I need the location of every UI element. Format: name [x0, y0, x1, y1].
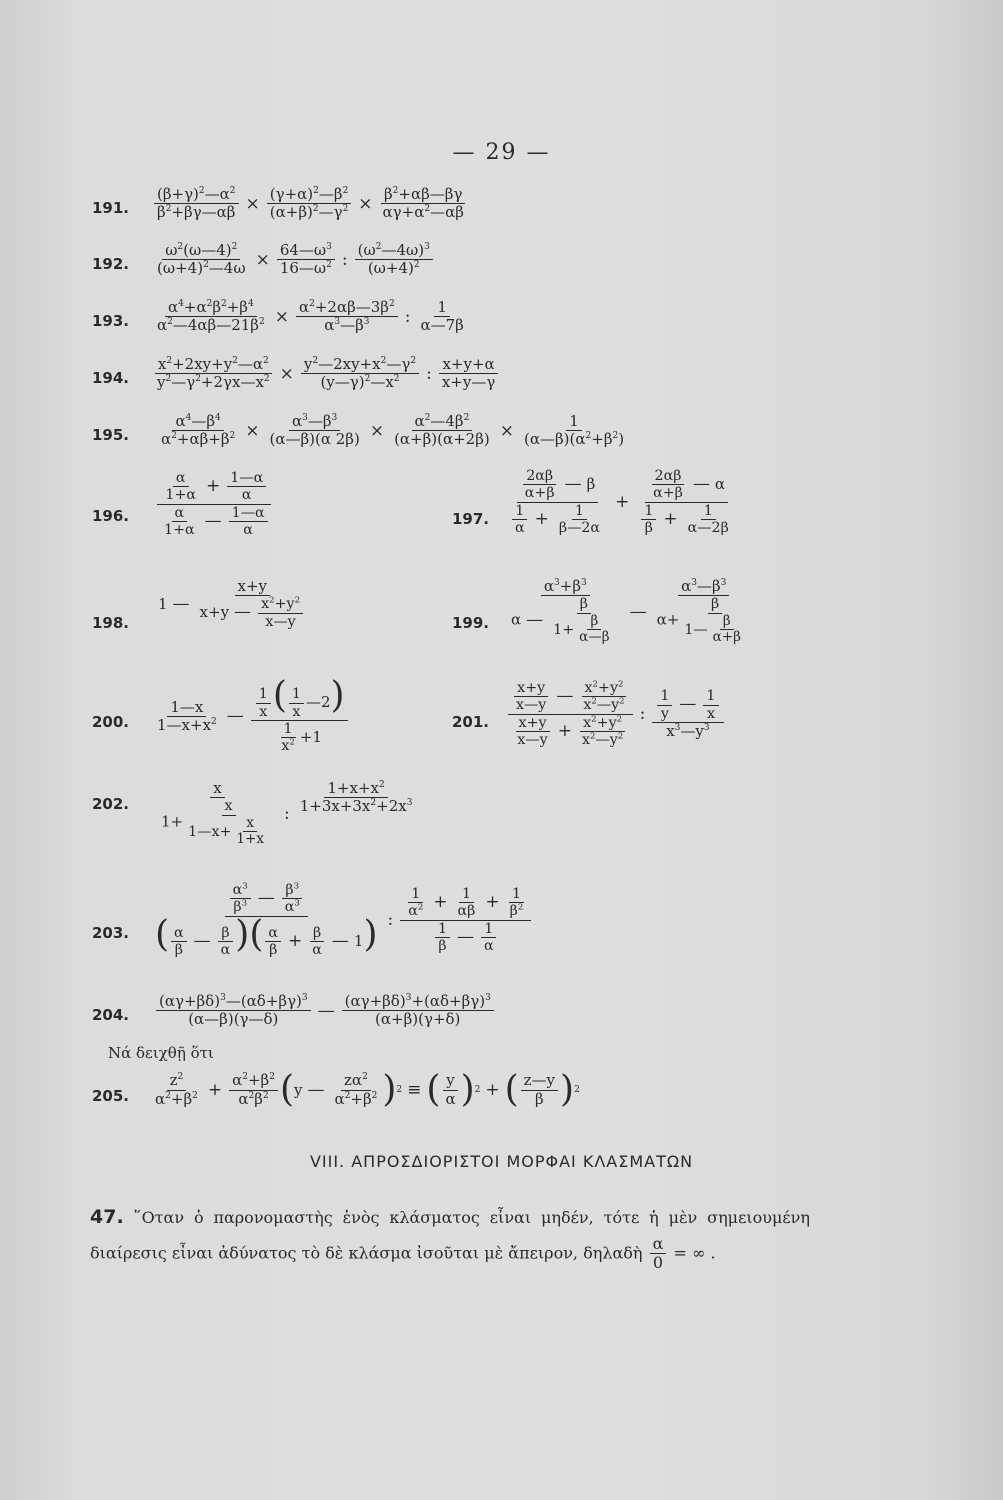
expression-199: $\alpha^3+\beta^3$ α — β 1+ $\frac{\beta}{\alpha—\beta}$ — $\alpha^3—\beta^3$ α+ β 1— $\frac{\beta}{\alpha+\beta}$ — [511, 577, 741, 646]
expression-195: $\frac{\alpha^4—\beta^4}{\alpha^2+\alpha\beta+\beta^2}$ × $\frac{\alpha^3—\beta^3}{(\alpha—\beta)(\alpha 2\beta)}$ × $\frac{\alpha^2—4\beta^2}{(\alpha+\beta)(\alpha+2\beta)}$ × $\frac{1}{(\alpha—\beta)(\alpha^2+\beta^2)}$ — [161, 412, 625, 449]
expression-201: $\frac{x+y}{x—y}$ — $\frac{x^2+y^2}{x^2—y^2}$ $\frac{x+y}{x—y}$ + $\frac{x^2+y^2}{x^2—y^2}$ : $\frac{1}{y}$ — $\frac{1}{x}$ $x^3—y^3$ — [506, 680, 726, 749]
expression-191: $\frac{(\beta+\gamma)^2—\alpha^2}{\beta^2+\beta\gamma—\alpha\beta}$ × $\frac{(\gamma+\alpha)^2—\beta^2}{(\alpha+\beta)^2—\gamma^2}$ × $\frac{\beta^2+\alpha\beta—\beta\gamma}{\alpha\gamma+\alpha^2—\alpha\beta}$ — [152, 186, 469, 222]
exercise-number: 199. — [452, 614, 490, 632]
paragraph-47 — [90, 1200, 810, 1273]
expression-203: $\frac{\alpha^3}{\beta^3}$ — $\frac{\beta^3}{\alpha^3}$ ( $\frac{\alpha}{\beta}$ — $\frac{\beta}{\alpha}$ )( $\frac{\alpha}{\beta}$ + $\frac{\beta}{\alpha}$ — 1) : $\frac{1}{\alpha^2}$ + $\frac{1}{\alpha\beta}$ + $\frac{1}{\beta^2}$ $\frac{1}{\beta}$ — $\frac{1}{\alpha}$ — [150, 882, 533, 959]
alpha-over-zero: $\frac{\alpha}{0}$ — [650, 1235, 667, 1273]
exercise-number: 198. — [92, 614, 130, 632]
paragraph-text: ῞Οταν ὁ παρονομαστὴς ἑνὸς κλάσματος εἶναι μηδέν, τότε ἡ μὲν σημειουμένη διαίρεσις εἶναι ἀδύνατος τὸ δὲ κλάσμα ἰσοῦται μὲ ἄπειρον, δηλαδὴ — [90, 1208, 810, 1263]
exercise-number: 195. — [92, 426, 130, 444]
expression-198: 1 — x+y x+y — $\frac{x^2+y^2}{x—y}$ — [158, 578, 310, 630]
section-heading: VIII. ΑΠΡΟΣΔΙΟΡΙΣΤΟΙ ΜΟΡΦΑΙ ΚΛΑΣΜΑΤΩΝ — [309, 1152, 694, 1171]
expression-200: $\frac{1—x}{1—x+x^2}$ — $\frac{1}{x}$ ( $\frac{1}{x}$ —2) $\frac{1}{x^2}$ +1 — [152, 678, 350, 755]
page-number: — 29 — — [452, 140, 551, 165]
exercise-number: 197. — [452, 510, 490, 528]
exercise-number: 196. — [92, 507, 130, 525]
exercise-number: 191. — [92, 199, 130, 217]
expression-193: $\frac{\alpha^4+\alpha^2\beta^2+\beta^4}{\alpha^2—4\alpha\beta—21\beta^2}$ × $\frac{\alpha^2+2\alpha\beta—3\beta^2}{\alpha^3—\beta^3}$ : $\frac{1}{\alpha—7\beta}$ — [157, 298, 464, 335]
expression-204: $\frac{(\alpha\gamma+\beta\delta)^3—(\alpha\delta+\beta\gamma)^3}{(\alpha—\beta)(\gamma—\delta)}$ — $\frac{(\alpha\gamma+\beta\delta)^3+(\alpha\delta+\beta\gamma)^3}{(\alpha+\beta)(\gamma+\delta)}$ — [154, 993, 496, 1029]
exercise-number: 203. — [92, 924, 130, 942]
expression-197: $\frac{2\alpha\beta}{\alpha+\beta}$ — β $\frac{1}{\alpha}$ + $\frac{1}{\beta—2\alpha}$ + $\frac{2\alpha\beta}{\alpha+\beta}$ — α $\frac{1}{\beta}$ + $\frac{1}{\alpha—2\beta}$ — [505, 468, 739, 537]
exercise-number: 200. — [92, 713, 130, 731]
exercise-number: 194. — [92, 369, 130, 387]
expression-194: $\frac{x^2+2xy+y^2—\alpha^2}{y^2—\gamma^2+2\gamma x—x^2}$ × $\frac{y^2—2xy+x^2—\gamma^2}{(y—\gamma)^2—x^2}$ : $\frac{x+y+\alpha}{x+y—\gamma}$ — [152, 356, 500, 392]
expression-205: $\frac{z^2}{\alpha^2+\beta^2}$ + $\frac{\alpha^2+\beta^2}{\alpha^2\beta^2}$ ( y — $\frac{z\alpha^2}{\alpha^2+\beta^2}$ ) 2 ≡ ( $\frac{y}{\alpha}$ ) 2 + ( $\frac{z—y}{\beta}$ ) 2 — [155, 1069, 580, 1110]
exercise-number: 205. — [92, 1087, 130, 1105]
expression-192: $\frac{\omega^2(\omega—4)^2}{(\omega+4)^2—4\omega}$ × $\frac{64—\omega^3}{16—\omega^2}$ : $\frac{(\omega^2—4\omega)^3}{(\omega+4)^2}$ — [152, 242, 435, 278]
paragraph-number: 47. — [90, 1206, 124, 1228]
paragraph-tail: = ∞ . — [673, 1243, 716, 1263]
exercise-number: 202. — [92, 795, 130, 813]
exercise-number: 193. — [92, 312, 130, 330]
exercise-number: 204. — [92, 1006, 130, 1024]
show-that-label: Νά δειχθῇ ὅτι — [108, 1044, 214, 1062]
exercise-number: 201. — [452, 713, 490, 731]
expression-202: x 1+ x 1—x+ $\frac{x}{1+x}$ : $\frac{1+x+x^2}{1+3x+3x^2+2x^3}$ — [161, 779, 413, 848]
expression-196: $\frac{\alpha}{1+\alpha}$ + $\frac{1—\alpha}{\alpha}$ $\frac{\alpha}{1+\alpha}$ — $\frac{1—\alpha}{\alpha}$ — [154, 470, 275, 539]
exercise-number: 192. — [92, 255, 130, 273]
